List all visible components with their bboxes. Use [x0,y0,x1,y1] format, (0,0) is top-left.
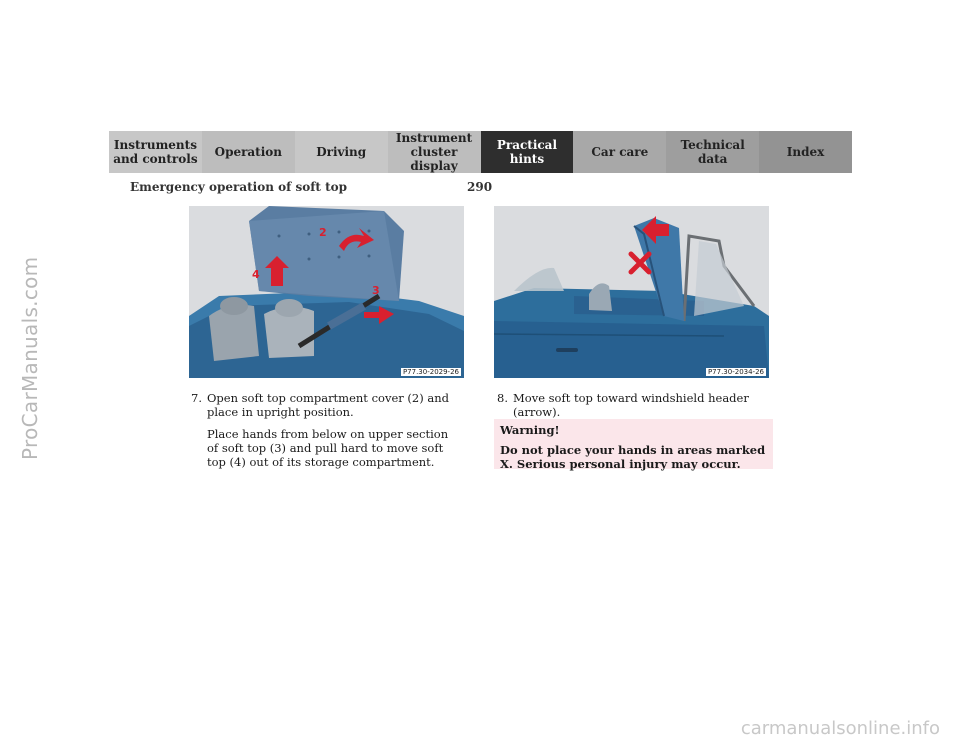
tab-label: Instruments and controls [113,138,198,166]
tab-driving[interactable] [295,131,388,173]
tab-label: Instrument cluster display [395,131,473,173]
chapter-nav [109,131,852,173]
tab-car-care[interactable] [573,131,666,173]
label-3: 3 [372,284,380,297]
tab-label: Driving [316,145,367,159]
figure-code: P77.30-2029-26 [402,368,459,376]
tab-index[interactable] [759,131,852,173]
warning-box [494,419,773,469]
tab-instruments-and-controls[interactable] [109,131,202,173]
tab-instrument-cluster-display[interactable] [388,131,481,173]
side-watermark: ProCarManuals.com [18,256,42,460]
step-number: 7. [191,391,202,405]
tab-label: Operation [214,145,283,159]
soft-top-move-illustration [494,206,769,378]
label-4: 4 [252,268,260,281]
soft-top-cover-illustration [189,206,464,378]
figure-code: P77.30-2034-26 [707,368,764,376]
step-text: Move soft top toward windshield header (arrow). [513,391,749,419]
figure-soft-top-move [494,206,769,378]
bottom-watermark: carmanualsonline.info [740,718,940,739]
tab-label: Car care [591,145,649,159]
section-title: Emergency operation of soft top [130,180,348,194]
warning-text: Do not place your hands in areas marked X. Serious personal injury may occur. [500,443,766,471]
instructions-step-7 [191,391,461,469]
tab-technical-data[interactable] [666,131,759,173]
tab-label: Index [786,145,825,159]
tab-operation[interactable] [202,131,295,173]
step-8 [497,391,767,419]
page-number: 290 [467,180,493,194]
step-7-paragraph: Place hands from below on upper section of soft top (3) and pull hard to move soft top (4) out of its storage compartment. [207,427,449,469]
instructions-step-8 [497,391,767,419]
step-7 [191,391,461,419]
tab-practical-hints[interactable] [481,131,574,173]
tab-label: Practical hints [496,138,558,166]
tab-label: Technical data [680,138,745,166]
warning-title: Warning! [500,423,560,437]
label-2: 2 [319,226,327,239]
step-text: Open soft top compartment cover (2) and place in upright position. [207,391,449,419]
step-number: 8. [497,391,508,405]
figure-soft-top-cover [189,206,464,378]
